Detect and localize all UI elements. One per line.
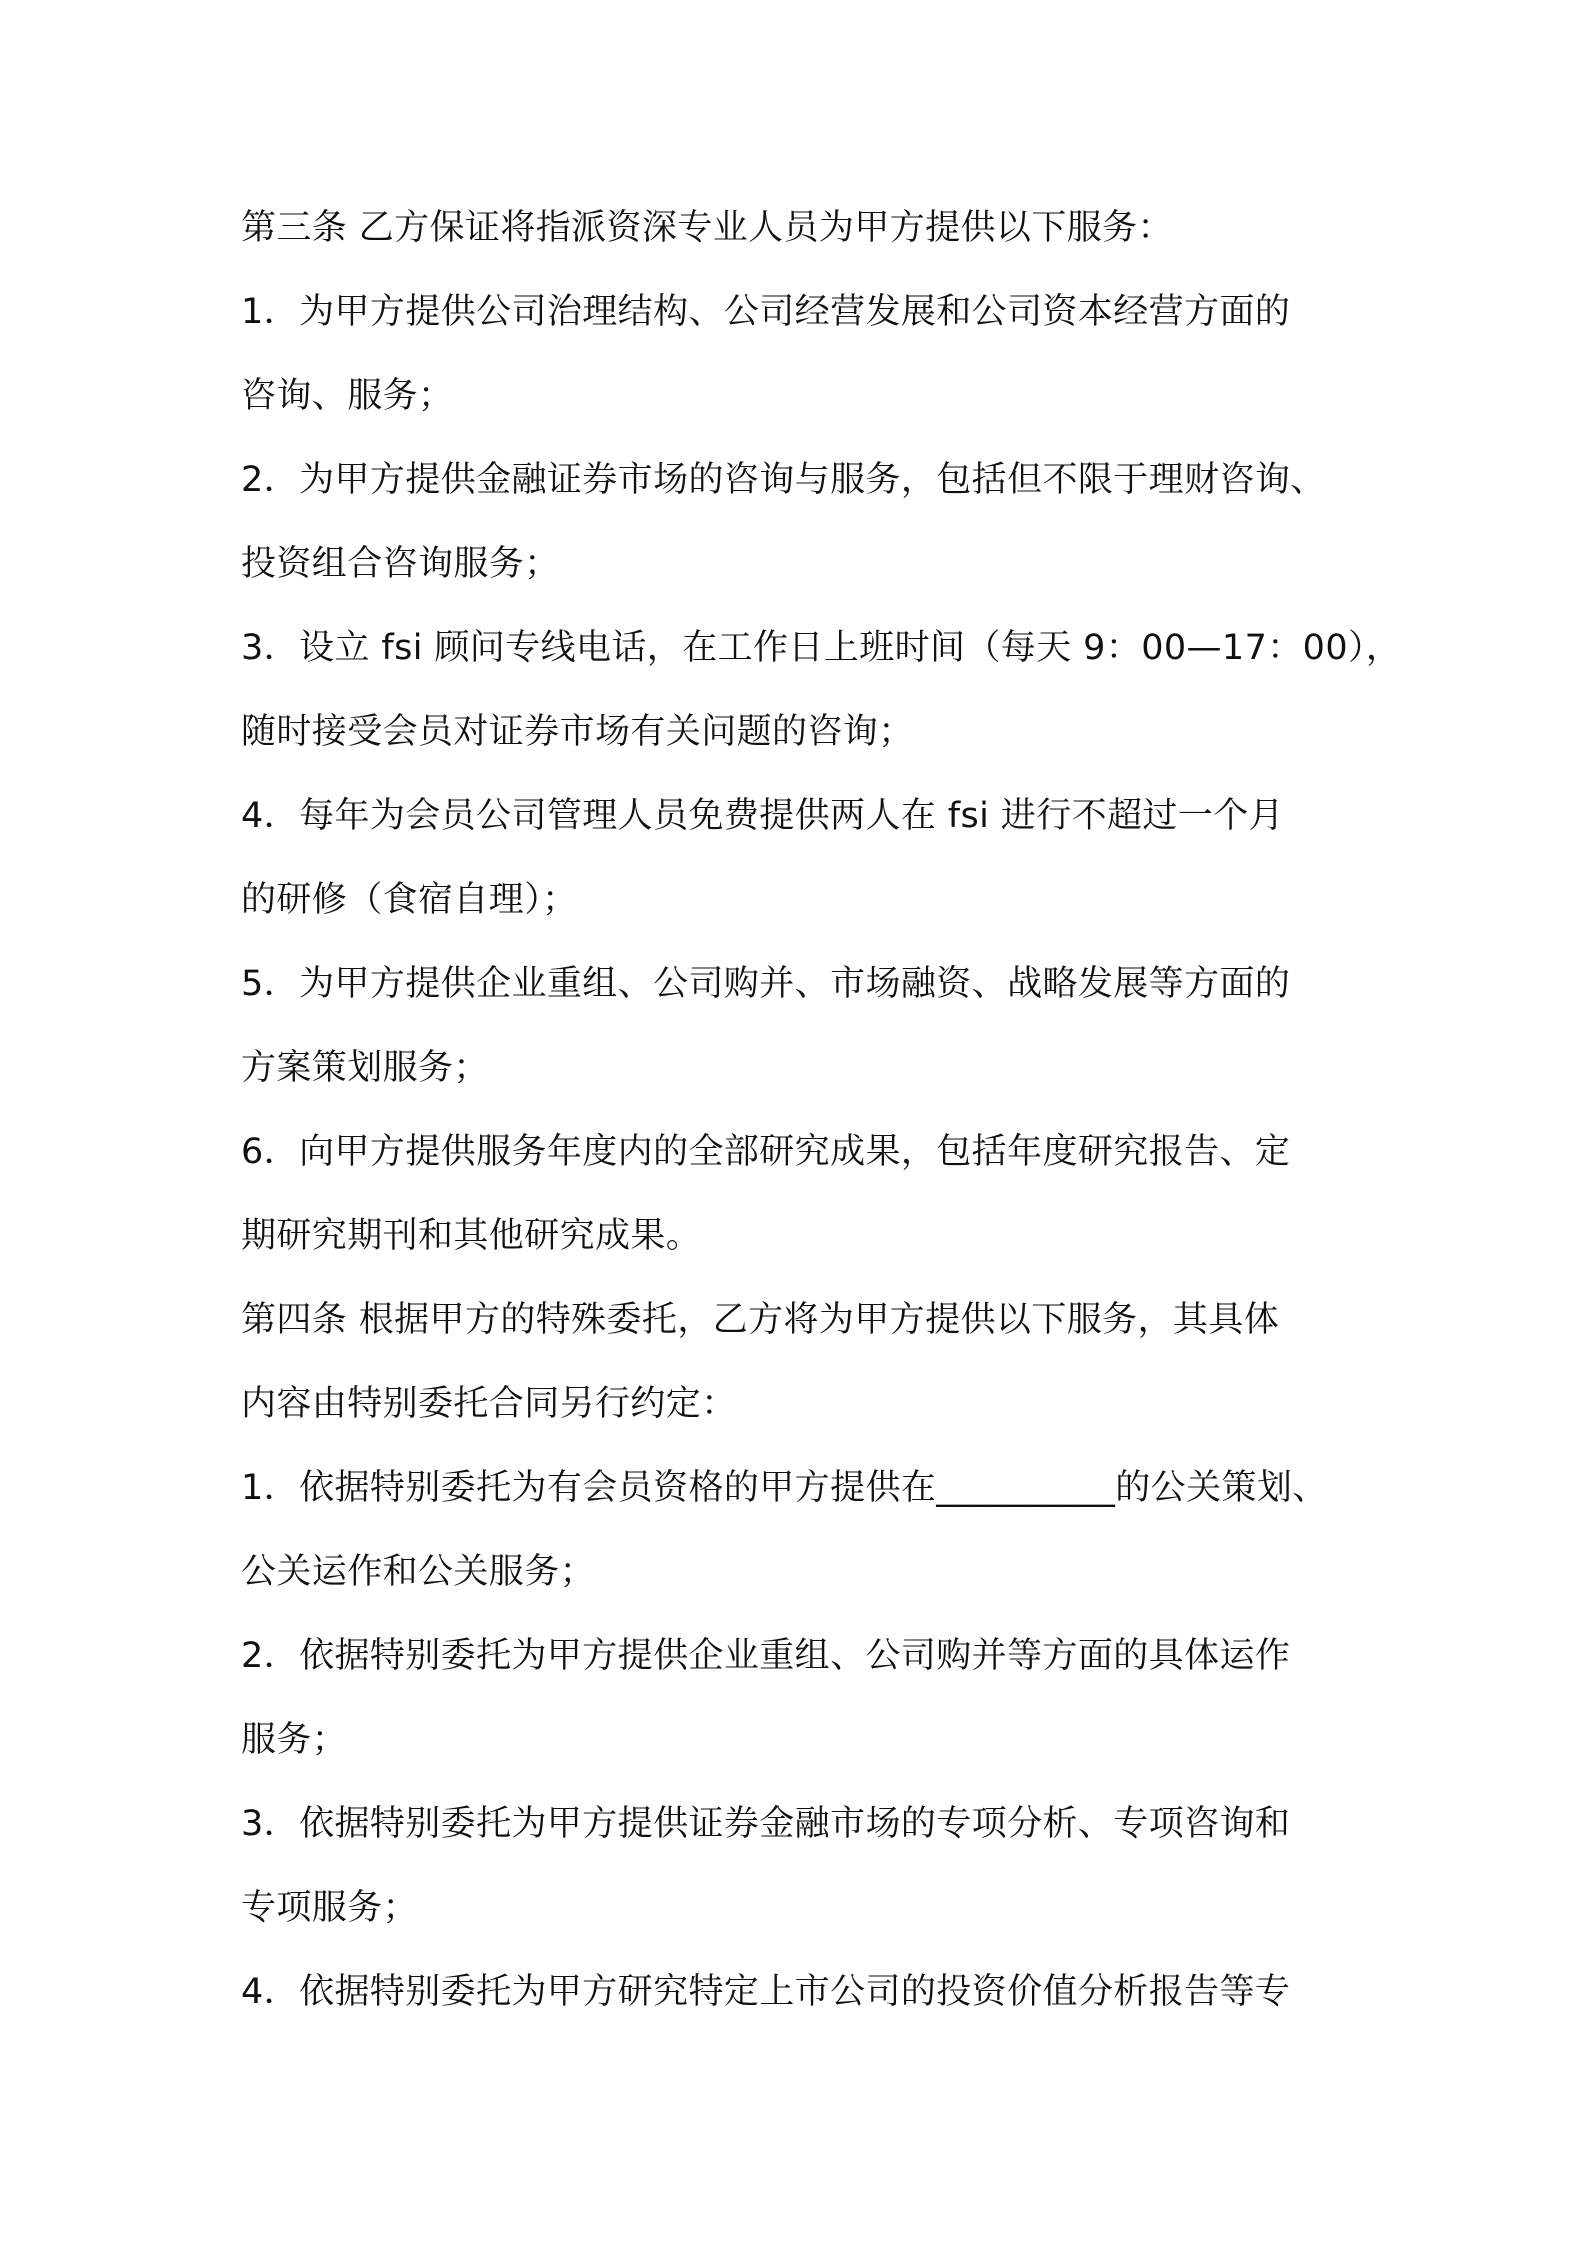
article-3-item-3: 3．设立 fsi 顾问专线电话，在工作日上班时间（每天 9：00—17：00）， — [241, 628, 1402, 668]
article-3-item-3-cont: 随时接受会员对证券市场有关问题的咨询； — [241, 712, 914, 752]
article-3-item-2-cont: 投资组合咨询服务； — [241, 544, 560, 584]
article-4-heading-cont: 内容由特别委托合同另行约定： — [241, 1384, 737, 1424]
article-4-item-3: 3．依据特别委托为甲方提供证券金融市场的专项分析、专项咨询和 — [241, 1804, 1291, 1844]
article-4-item-2: 2．依据特别委托为甲方提供企业重组、公司购并等方面的具体运作 — [241, 1636, 1291, 1676]
article-3-item-6-cont: 期研究期刊和其他研究成果。 — [241, 1216, 702, 1256]
article-3-item-2: 2．为甲方提供金融证券市场的咨询与服务，包括但不限于理财咨询、 — [241, 460, 1326, 500]
article-4-item-2-cont: 服务； — [241, 1720, 348, 1760]
article-3-item-5: 5．为甲方提供企业重组、公司购并、市场融资、战略发展等方面的 — [241, 964, 1291, 1004]
article-3-item-4-cont: 的研修（食宿自理）； — [241, 880, 578, 920]
article-3-item-4: 4．每年为会员公司管理人员免费提供两人在 fsi 进行不超过一个月 — [241, 796, 1285, 836]
article-3-item-6: 6．向甲方提供服务年度内的全部研究成果，包括年度研究报告、定 — [241, 1132, 1291, 1172]
article-3-item-5-cont: 方案策划服务； — [241, 1048, 489, 1088]
article-4-item-3-cont: 专项服务； — [241, 1888, 419, 1928]
article-4-item-4: 4．依据特别委托为甲方研究特定上市公司的投资价值分析报告等专 — [241, 1972, 1291, 2012]
article-4-item-1: 1．依据特别委托为有会员资格的甲方提供在__________的公关策划、 — [241, 1468, 1328, 1508]
article-3-item-1: 1．为甲方提供公司治理结构、公司经营发展和公司资本经营方面的 — [241, 292, 1291, 332]
article-3-item-1-cont: 咨询、服务； — [241, 376, 454, 416]
article-4-item-1-cont: 公关运作和公关服务； — [241, 1552, 596, 1592]
article-4-heading: 第四条 根据甲方的特殊委托，乙方将为甲方提供以下服务，其具体 — [241, 1300, 1280, 1340]
article-3-heading: 第三条 乙方保证将指派资深专业人员为甲方提供以下服务： — [241, 208, 1173, 248]
